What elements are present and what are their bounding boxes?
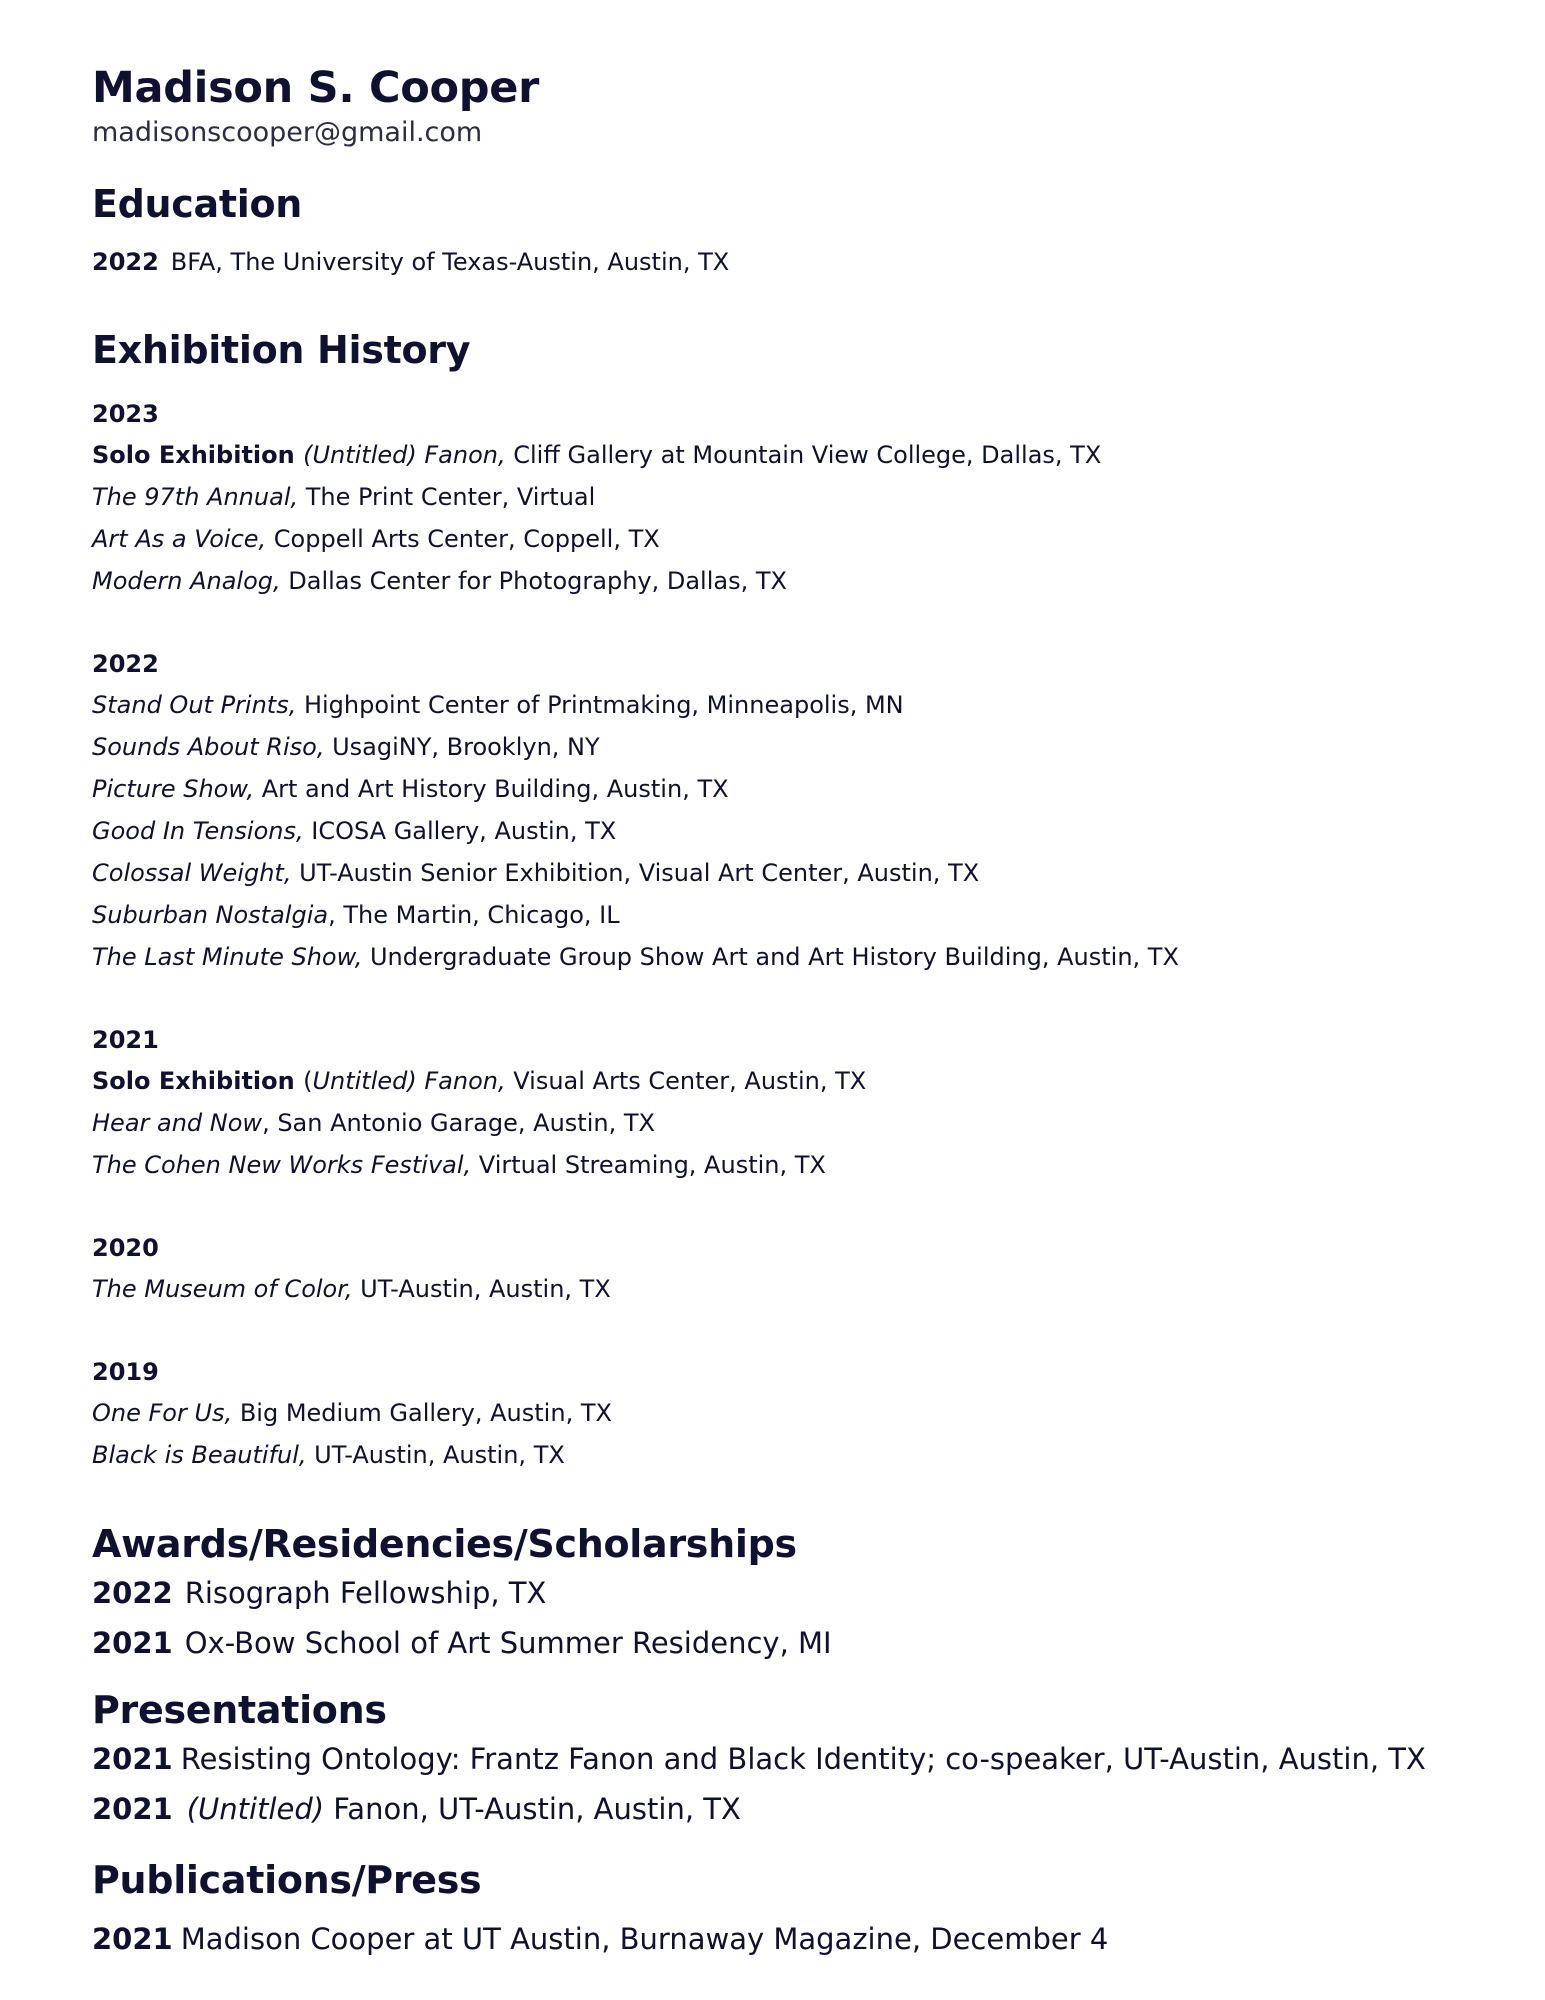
awards-heading: Awards/Residencies/Scholarships: [92, 1522, 797, 1566]
exhibition-item: [92, 476, 1512, 518]
education-entry: [92, 246, 1512, 278]
exhibition-title: (Untitled) Fanon,: [303, 441, 506, 469]
award-text: Ox-Bow School of Art Summer Residency, MI: [184, 1626, 832, 1660]
exhibition-heading: Exhibition History: [92, 328, 471, 372]
award-entry: [92, 1568, 1512, 1618]
exhibition-year-block-2020: [92, 1228, 1512, 1310]
education-section: [92, 180, 1512, 278]
exhibition-venue: Undergraduate Group Show Art and Art History Building, Austin, TX: [362, 943, 1179, 971]
exhibition-venue: Cliff Gallery at Mountain View College, Dallas, TX: [505, 441, 1102, 469]
exhibition-venue: Big Medium Gallery, Austin, TX: [232, 1399, 612, 1427]
exhibition-title: Sounds About Riso,: [92, 733, 325, 761]
exhibition-venue: Highpoint Center of Printmaking, Minneapolis, MN: [296, 691, 904, 719]
award-text: Risograph Fellowship, TX: [184, 1576, 547, 1610]
presentations-section: [92, 1686, 1512, 1834]
exhibition-year: 2019: [92, 1358, 159, 1386]
exhibition-section: [92, 326, 1512, 1476]
exhibition-title: Art As a Voice,: [92, 525, 267, 553]
exhibition-venue: The Print Center, Virtual: [298, 483, 596, 511]
exhibition-title: The Cohen New Works Festival,: [92, 1151, 472, 1179]
exhibition-year-block-2022: [92, 644, 1512, 978]
exhibition-item: [92, 684, 1512, 726]
exhibition-year-block-2023: [92, 394, 1512, 602]
exhibition-venue: UT-Austin, Austin, TX: [352, 1275, 611, 1303]
exhibition-year-block-2021: [92, 1020, 1512, 1186]
education-text: BFA, The University of Texas-Austin, Austin, TX: [170, 248, 730, 276]
exhibition-title: The 97th Annual,: [92, 483, 299, 511]
exhibition-year-block-2019: [92, 1352, 1512, 1476]
exhibition-item: [92, 894, 1512, 936]
exhibition-item: [92, 726, 1512, 768]
exhibition-venue: ICOSA Gallery, Austin, TX: [303, 817, 617, 845]
exhibition-venue: UsagiNY, Brooklyn, NY: [324, 733, 600, 761]
exhibition-venue: Coppell Arts Center, Coppell, TX: [266, 525, 660, 553]
exhibition-venue: Visual Arts Center, Austin, TX: [505, 1067, 867, 1095]
exhibition-title: Modern Analog,: [92, 567, 281, 595]
education-year: 2022: [92, 248, 159, 276]
exhibition-item: [92, 1060, 1512, 1102]
award-entry: [92, 1618, 1512, 1668]
exhibition-venue: UT-Austin Senior Exhibition, Visual Art Center, Austin, TX: [291, 859, 980, 887]
exhibition-year: 2022: [92, 650, 159, 678]
presentations-heading: Presentations: [92, 1688, 387, 1732]
exhibition-year: 2023: [92, 400, 159, 428]
exhibition-year: 2021: [92, 1026, 159, 1054]
exhibition-title: One For Us,: [92, 1399, 233, 1427]
exhibition-item: [92, 1434, 1512, 1476]
education-heading: Education: [92, 182, 303, 226]
publication-entry: [92, 1914, 1512, 1964]
exhibition-paren: (: [303, 1067, 313, 1095]
exhibition-venue: UT-Austin, Austin, TX: [306, 1441, 565, 1469]
exhibition-title: Stand Out Prints,: [92, 691, 297, 719]
award-year: 2022: [92, 1576, 173, 1610]
exhibition-item: [92, 518, 1512, 560]
exhibition-venue: Art and Art History Building, Austin, TX: [254, 775, 729, 803]
exhibition-item: [92, 768, 1512, 810]
presentation-year: 2021: [92, 1792, 173, 1826]
exhibition-item: [92, 434, 1512, 476]
exhibition-title: The Museum of Color,: [92, 1275, 353, 1303]
presentation-text: Resisting Ontology: Frantz Fanon and Black Identity; co-speaker, UT-Austin, Austin, TX: [180, 1742, 1426, 1776]
exhibition-item: [92, 1392, 1512, 1434]
publication-year: 2021: [92, 1922, 173, 1956]
exhibition-title: Hear and Now: [92, 1109, 263, 1137]
presentation-entry: [92, 1734, 1512, 1784]
presentation-title: (Untitled): [186, 1792, 325, 1826]
cv-page: [92, 60, 1512, 1964]
exhibition-venue: Virtual Streaming, Austin, TX: [471, 1151, 826, 1179]
exhibition-venue: Dallas Center for Photography, Dallas, TX: [280, 567, 787, 595]
exhibition-venue: , The Martin, Chicago, IL: [328, 901, 620, 929]
exhibition-title: Untitled) Fanon,: [312, 1067, 506, 1095]
publications-heading: Publications/Press: [92, 1858, 482, 1902]
exhibition-item: [92, 810, 1512, 852]
exhibition-title: Black is Beautiful,: [92, 1441, 307, 1469]
presentation-text: Fanon, UT-Austin, Austin, TX: [324, 1792, 741, 1826]
presentation-entry: [92, 1784, 1512, 1834]
awards-section: [92, 1520, 1512, 1668]
exhibition-title: Suburban Nostalgia: [92, 901, 329, 929]
exhibition-item: [92, 936, 1512, 978]
exhibition-item: [92, 852, 1512, 894]
artist-name: Madison S. Cooper: [92, 63, 540, 113]
exhibition-title: Colossal Weight,: [92, 859, 292, 887]
exhibition-item: [92, 1102, 1512, 1144]
exhibition-year: 2020: [92, 1234, 159, 1262]
exhibition-title: Picture Show,: [92, 775, 255, 803]
email-address: madisonscooper@gmail.com: [92, 117, 483, 148]
exhibition-item: [92, 1268, 1512, 1310]
exhibition-title: The Last Minute Show,: [92, 943, 363, 971]
exhibition-venue: , San Antonio Garage, Austin, TX: [262, 1109, 655, 1137]
exhibition-item: [92, 1144, 1512, 1186]
award-year: 2021: [92, 1626, 173, 1660]
exhibition-title: Good In Tensions,: [92, 817, 304, 845]
exhibition-item: [92, 560, 1512, 602]
presentation-year: 2021: [92, 1742, 173, 1776]
publication-text: Madison Cooper at UT Austin, Burnaway Magazine, December 4: [180, 1922, 1109, 1956]
publications-list: [92, 1914, 1512, 1964]
exhibition-prefix: Solo Exhibition: [92, 441, 304, 469]
exhibition-prefix: Solo Exhibition: [92, 1067, 304, 1095]
publications-section: [92, 1856, 1512, 1964]
